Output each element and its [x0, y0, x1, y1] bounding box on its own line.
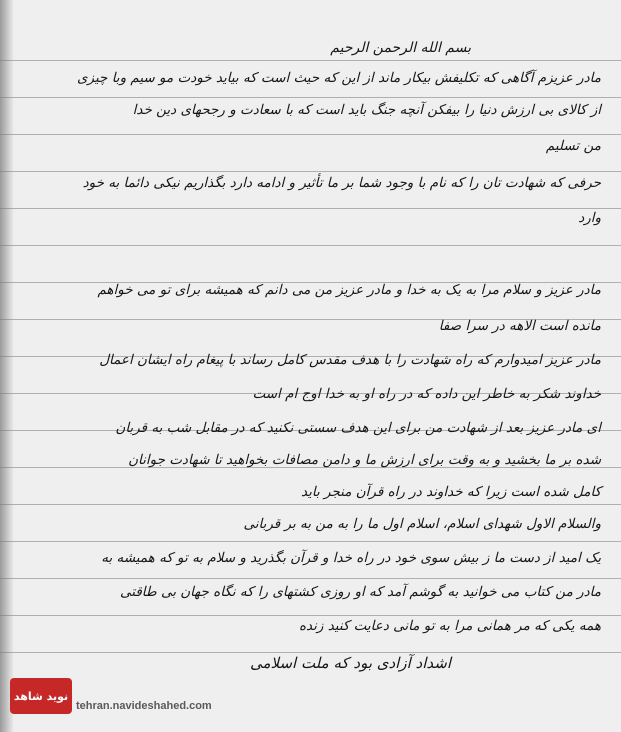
ruled-line: [0, 652, 621, 653]
letter-line: از کالای بی ارزش دنیا را بیفکن آنچه جنگ باید است که با سعادت و رجحهای دین خدا: [132, 102, 601, 118]
ruled-line: [0, 97, 621, 98]
letter-line: مادر عزیزم آگاهی که تکلیفش بیکار ماند از این که حیث است که بیاید خودت مو سیم وبا چیزی: [76, 70, 601, 86]
letter-line: یک امید از دست ما ز بیش سوی خود در راه خدا و قرآن بگذرید و سلام به تو که همیشه به: [101, 550, 601, 566]
ruled-line: [0, 134, 621, 135]
navideshahed-logo: نوید شاهد: [10, 678, 72, 714]
letter-line: کامل شده است زیرا که خداوند در راه قرآن منجر باید: [300, 484, 601, 500]
letter-line: همه یکی که مر همانی مرا به تو مانی دعایت کنید زنده: [298, 618, 601, 634]
ruled-line: [0, 60, 621, 61]
watermark-url: tehran.navideshahed.com: [76, 700, 212, 712]
ruled-line: [0, 171, 621, 172]
letter-line: ای مادر عزیز بعد از شهادت من برای این هدف سستی نکنید که در مقابل شب به قربان: [115, 420, 601, 436]
letter-line: مانده است الاهه در سرا صفا: [438, 318, 601, 334]
letter-line: مادر عزیز امیدوارم که راه شهادت را با هدف مقدس کامل رساند با پیغام راه ایشان اعمال: [99, 352, 601, 368]
ruled-line: [0, 245, 621, 246]
letter-line: مادر من کتاب می خوانید به گوشم آمد که او روزی کشتهای را که نگاه جهان بی طاقتی: [120, 584, 601, 600]
ruled-line: [0, 504, 621, 505]
letter-line: مادر عزیز و سلام مرا به یک به خدا و مادر عزیز من می دانم که همیشه برای تو می خواهم: [97, 282, 601, 298]
ruled-line: [0, 541, 621, 542]
ruled-line: [0, 615, 621, 616]
letter-line: شده بر ما بخشید و به وقت برای ارزش ما و دامن مصافات بخواهید تا شهادت جوانان: [128, 452, 601, 468]
scan-edge-shadow: [0, 0, 14, 732]
letter-line: والسلام الاول شهدای اسلام، اسلام اول ما را به من به بر قربانی: [243, 516, 601, 532]
letter-line: حرفی که شهادت تان را که نام با وجود شما بر ما تأثیر و ادامه دارد بگذاریم نیکی دائما به خود: [82, 175, 601, 191]
ruled-line: [0, 208, 621, 209]
letter-line: وارد: [578, 210, 601, 226]
site-watermark: [10, 678, 212, 714]
ruled-line: [0, 578, 621, 579]
letter-line: من تسلیم: [545, 138, 601, 154]
letter-heading: بسم الله الرحمن الرحیم: [330, 40, 471, 56]
letter-line: خداوند شکر به خاطر این داده که در راه او به خدا اوج ام است: [252, 386, 601, 402]
letter-closing: اشداد آزادی بود که ملت اسلامی: [249, 654, 451, 672]
